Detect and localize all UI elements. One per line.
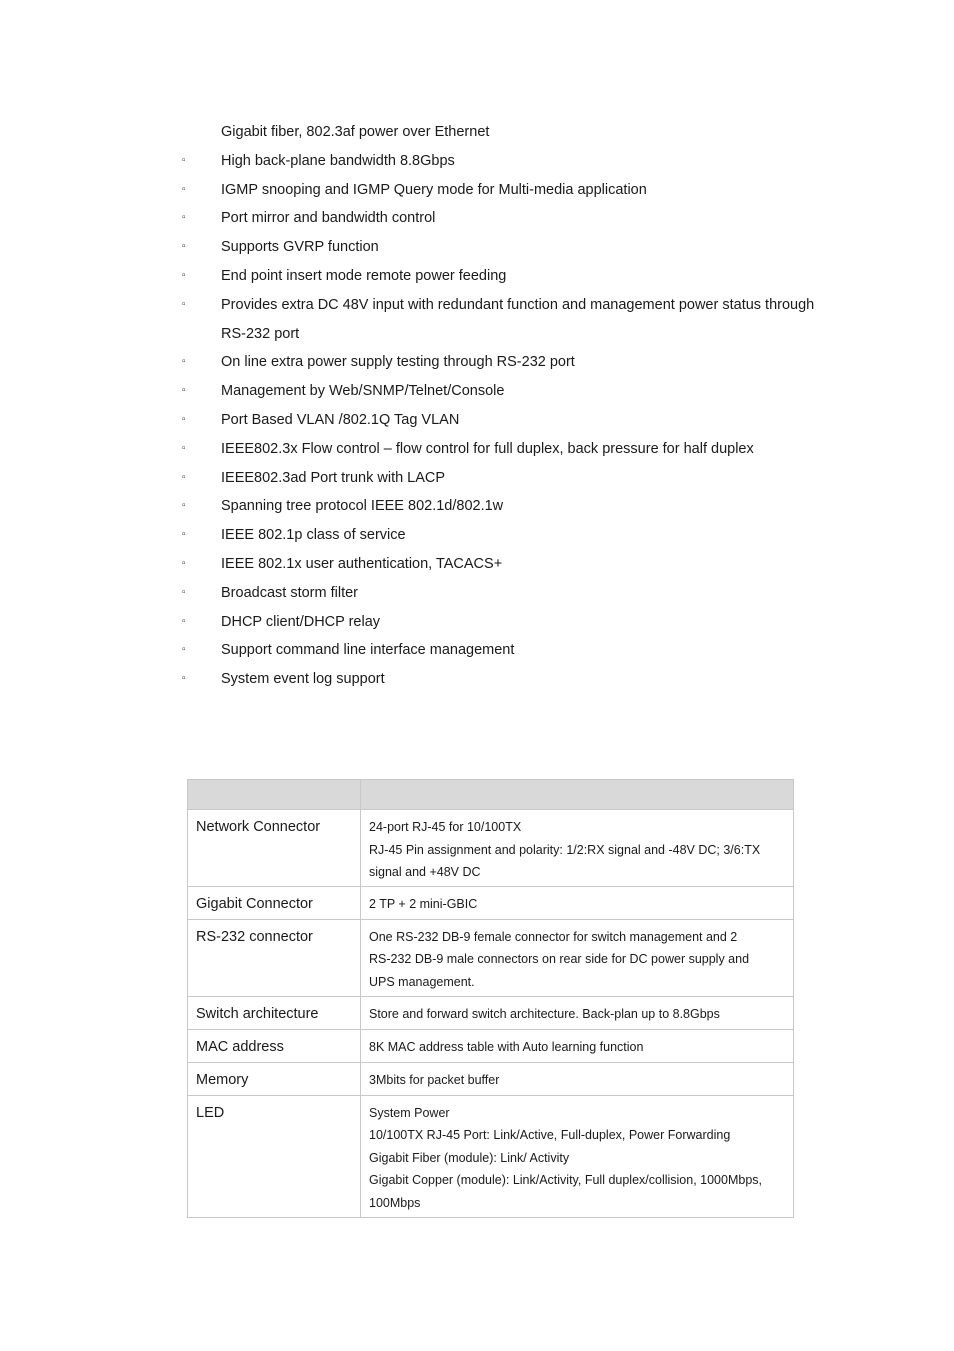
feature-text: Supports GVRP function [221,239,379,256]
spec-value-cell [361,886,794,919]
spec-value-line: 8K MAC address table with Auto learning function [369,1039,644,1054]
feature-item [180,233,840,262]
bullet-icon: ▫ [182,644,186,656]
bullet-icon: ▫ [182,442,186,454]
feature-item [180,377,840,406]
table-row [188,1095,794,1217]
table-row [188,996,794,1029]
feature-text: RS-232 port [221,325,300,342]
feature-item [180,579,840,608]
spec-value-line: RJ-45 Pin assignment and polarity: 1/2:RX signal and -48V DC; 3/6:TX [369,842,761,857]
spec-value-line: One RS-232 DB-9 female connector for switch management and 2 [369,929,738,944]
spec-value-cell [361,810,794,887]
feature-list [180,118,840,694]
feature-text: Provides extra DC 48V input with redundant function and management power status through [221,296,815,313]
bullet-icon: ▫ [182,298,186,310]
bullet-icon: ▫ [182,529,186,541]
bullet-icon: ▫ [182,471,186,483]
bullet-icon: ▫ [182,241,186,253]
spec-label-cell: Memory [188,1062,361,1095]
spec-label-cell: Switch architecture [188,996,361,1029]
feature-item [180,406,840,435]
feature-item [180,435,840,464]
bullet-icon: ▫ [182,356,186,368]
table-row [188,919,794,996]
bullet-icon: ▫ [182,413,186,425]
spec-value-line: 24-port RJ-45 for 10/100TX [369,820,522,834]
spec-value-line: 2 TP + 2 mini-GBIC [369,896,478,911]
feature-text: System event log support [221,671,385,688]
spec-label-cell: LED [188,1095,361,1217]
bullet-icon: ▫ [182,269,186,281]
spec-label-cell: RS-232 connector [188,919,361,996]
spec-table-header-row [188,780,794,810]
bullet-icon: ▫ [182,615,186,627]
table-row [188,1062,794,1095]
feature-text: Support command line interface management [221,642,515,659]
feature-item [180,550,840,579]
feature-text: High back-plane bandwidth 8.8Gbps [221,152,455,169]
bullet-icon: ▫ [182,212,186,224]
spec-header-cell-label [188,780,361,810]
feature-item [180,204,840,233]
spec-value-line: Gigabit Copper (module): Link/Activity, Full duplex/collision, 1000Mbps, [369,1173,763,1188]
table-row [188,886,794,919]
feature-text: Gigabit fiber, 802.3af power over Ethernet [221,124,490,140]
feature-text: IEEE802.3ad Port trunk with LACP [221,469,446,486]
feature-text: IEEE802.3x Flow control – flow control for full duplex, back pressure for half duplex [221,440,754,457]
feature-item [180,176,840,205]
feature-text: On line extra power supply testing through RS-232 port [221,354,575,371]
spec-value-line: signal and +48V DC [369,865,481,880]
spec-label-cell: Network Connector [188,810,361,887]
spec-value-line: UPS management. [369,974,475,989]
spec-value-line: System Power [369,1105,450,1120]
spec-value-line: RS-232 DB-9 male connectors on rear side for DC power supply and [369,952,750,967]
spec-value-line: 10/100TX RJ-45 Port: Link/Active, Full-duplex, Power Forwarding [369,1128,731,1143]
feature-text: Broadcast storm filter [221,584,358,601]
spec-value-cell [361,1095,794,1217]
spec-value-line: 100Mbps [369,1195,421,1210]
spec-label-cell: Gigabit Connector [188,886,361,919]
feature-item [180,118,840,147]
feature-item [180,464,840,493]
bullet-icon: ▫ [182,154,186,166]
bullet-icon: ▫ [182,500,186,512]
feature-item [180,320,840,349]
feature-text: Spanning tree protocol IEEE 802.1d/802.1w [221,498,504,515]
feature-text: IEEE 802.1x user authentication, TACACS+ [221,555,503,572]
feature-item [180,521,840,550]
bullet-icon: ▫ [182,557,186,569]
bullet-icon: ▫ [182,586,186,598]
feature-item [180,608,840,637]
spec-value-cell [361,996,794,1029]
feature-text: IEEE 802.1p class of service [221,527,406,544]
spec-value-cell [361,1062,794,1095]
feature-item [180,291,840,320]
feature-text: DHCP client/DHCP relay [221,613,381,630]
feature-text: Management by Web/SNMP/Telnet/Console [221,383,505,400]
bullet-icon: ▫ [182,673,186,685]
bullet-icon: ▫ [182,385,186,397]
spec-value-line: Gigabit Fiber (module): Link/ Activity [369,1150,570,1165]
feature-item [180,348,840,377]
feature-text: IGMP snooping and IGMP Query mode for Multi-media application [221,181,647,198]
table-row [188,810,794,887]
feature-item [180,665,840,694]
feature-text: Port Based VLAN /802.1Q Tag VLAN [221,411,460,428]
spec-table [187,779,794,1218]
feature-item [180,147,840,176]
feature-text: Port mirror and bandwidth control [221,210,436,227]
spec-value-line: Store and forward switch architecture. Back-plan up to 8.8Gbps [369,1006,720,1021]
feature-item [180,636,840,665]
spec-label-cell: MAC address [188,1029,361,1062]
feature-item [180,262,840,291]
feature-text: End point insert mode remote power feeding [221,267,507,284]
table-row [188,1029,794,1062]
feature-item [180,492,840,521]
spec-value-line: 3Mbits for packet buffer [369,1072,500,1087]
spec-value-cell [361,1029,794,1062]
bullet-icon: ▫ [182,183,186,195]
spec-value-cell [361,919,794,996]
spec-header-cell-value [361,780,794,810]
